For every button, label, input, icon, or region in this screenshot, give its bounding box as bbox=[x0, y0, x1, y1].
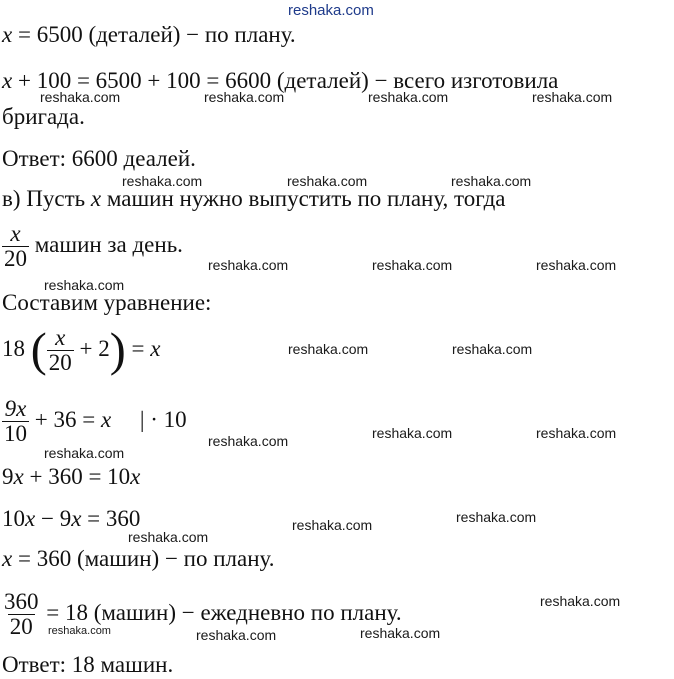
var-x: x bbox=[130, 464, 141, 489]
equation-2-text: + 36 = bbox=[29, 406, 101, 432]
line-5-text-a: в) Пусть bbox=[2, 186, 91, 211]
watermark: reshaka.com bbox=[292, 517, 373, 533]
var-x: x bbox=[100, 406, 112, 432]
watermark: reshaka.com bbox=[208, 433, 289, 449]
line-1-text: = 6500 (деталей) − по плану. bbox=[12, 22, 296, 47]
watermark: reshaka.com bbox=[536, 257, 617, 273]
var-x: x bbox=[2, 22, 13, 47]
equation-1 bbox=[2, 323, 161, 377]
watermark: reshaka.com bbox=[372, 257, 453, 273]
watermark: reshaka.com bbox=[48, 625, 111, 637]
coef-9: 9 bbox=[2, 464, 14, 489]
fraction-x-over-20 bbox=[47, 326, 74, 375]
var-x: x bbox=[2, 546, 13, 571]
numerator: 9x bbox=[4, 396, 27, 421]
watermark: reshaka.com bbox=[368, 89, 449, 105]
line-12 bbox=[2, 546, 274, 572]
fraction-360-over-20 bbox=[2, 590, 41, 639]
line-6-text: машин за день. bbox=[29, 231, 183, 257]
line-1 bbox=[2, 22, 296, 48]
watermark: reshaka.com bbox=[204, 89, 285, 105]
var-x: x bbox=[150, 335, 161, 361]
line-13-text: = 18 (машин) − ежедневно по плану. bbox=[40, 599, 402, 625]
line-2-text: + 100 = 6500 + 100 = 6600 (деталей) − всего изготовила bbox=[12, 68, 559, 93]
watermark-top[interactable]: reshaka.com bbox=[288, 2, 374, 19]
watermark: reshaka.com bbox=[208, 257, 289, 273]
var-x: x bbox=[2, 68, 13, 93]
minus-9: − 9 bbox=[35, 506, 72, 531]
watermark: reshaka.com bbox=[287, 173, 368, 189]
coef-10: 10 bbox=[2, 506, 25, 531]
watermark: reshaka.com bbox=[451, 173, 532, 189]
equation-2 bbox=[2, 397, 187, 446]
line-6 bbox=[2, 222, 183, 271]
equation-3-text: + 360 = 10 bbox=[23, 464, 131, 489]
coef-18: 18 bbox=[2, 335, 25, 361]
watermark: reshaka.com bbox=[452, 341, 533, 357]
watermark: reshaka.com bbox=[40, 89, 121, 105]
denominator: 10 bbox=[4, 421, 27, 446]
fraction-x-over-20 bbox=[2, 222, 29, 271]
line-7: Составим уравнение: bbox=[2, 290, 212, 315]
watermark: reshaka.com bbox=[288, 341, 369, 357]
watermark: reshaka.com bbox=[532, 89, 613, 105]
watermark: reshaka.com bbox=[128, 529, 209, 545]
equals: = bbox=[125, 335, 151, 361]
denominator: 20 bbox=[48, 350, 72, 375]
paren-close: ) bbox=[109, 323, 126, 377]
var-x: x bbox=[71, 506, 82, 531]
line-12-text: = 360 (машин) − по плану. bbox=[12, 546, 275, 571]
equation-3 bbox=[2, 464, 140, 490]
var-x: x bbox=[13, 464, 24, 489]
denominator: 20 bbox=[4, 246, 27, 271]
plus-2: + 2 bbox=[73, 335, 110, 361]
watermark: reshaka.com bbox=[44, 445, 125, 461]
equals-360: = 360 bbox=[81, 506, 141, 531]
numerator: x bbox=[55, 325, 66, 350]
line-3: бригада. bbox=[2, 104, 85, 129]
denominator: 20 bbox=[9, 614, 33, 639]
numerator: 360 bbox=[4, 589, 39, 614]
watermark: reshaka.com bbox=[196, 627, 277, 643]
watermark: reshaka.com bbox=[536, 425, 617, 441]
multiply-note: | · 10 bbox=[111, 406, 187, 432]
watermark: reshaka.com bbox=[44, 277, 125, 293]
var-x: x bbox=[90, 186, 102, 211]
watermark: reshaka.com bbox=[456, 509, 537, 525]
watermark: reshaka.com bbox=[122, 173, 203, 189]
answer-1: Ответ: 6600 деалей. bbox=[2, 146, 196, 171]
equation-4 bbox=[2, 506, 140, 532]
line-5-text-b: машин нужно выпустить по плану, тогда bbox=[101, 186, 506, 211]
fraction-9x-over-10 bbox=[2, 397, 29, 446]
var-x: x bbox=[25, 506, 36, 531]
watermark: reshaka.com bbox=[372, 425, 453, 441]
line-5 bbox=[2, 186, 506, 212]
paren-open: ( bbox=[30, 323, 47, 377]
watermark: reshaka.com bbox=[360, 625, 441, 641]
watermark: reshaka.com bbox=[540, 593, 621, 609]
answer-2: Ответ: 18 машин. bbox=[2, 652, 174, 677]
numerator: x bbox=[10, 221, 21, 246]
